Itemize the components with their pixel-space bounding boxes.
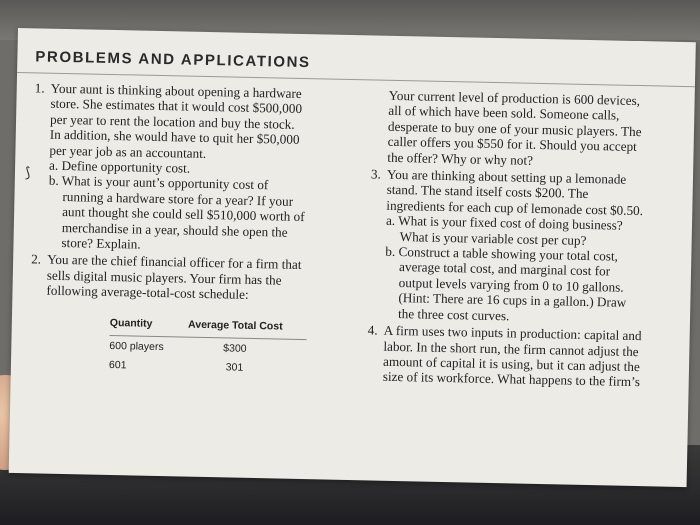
right-column xyxy=(367,87,689,393)
problem-2 xyxy=(30,252,361,305)
p1-line-2: per year to rent the location and buy the stock. xyxy=(49,111,295,132)
problem-3 xyxy=(368,166,687,327)
p2-line-1: sells digital music players. Your firm has the xyxy=(46,267,282,288)
p3-a-line-1: What is your variable cost per cup? xyxy=(399,228,587,248)
p1-line-3: In addition, she would have to quit her $50,000 xyxy=(49,126,300,148)
row-quantity: 600 players xyxy=(109,340,164,354)
problem-4-number: 4. xyxy=(367,322,378,338)
p2c-line-4: the offer? Why or why not? xyxy=(387,149,534,168)
problem-1 xyxy=(24,80,364,256)
p2-line-2: following average-total-cost schedule: xyxy=(46,282,249,303)
row-quantity: 601 xyxy=(108,358,127,371)
table-row xyxy=(109,354,306,377)
row-cost: $300 xyxy=(223,342,247,355)
p2c-line-2: desperate to buy one of your music players. The xyxy=(387,118,642,139)
p3-line-2: ingredients for each cup of lemonade cost $0.50. xyxy=(386,197,644,218)
header-quantity: Quantity xyxy=(110,314,189,338)
pencil-mark-icon: ⟆ xyxy=(24,165,31,182)
p1-part-a: a. Define opportunity cost. xyxy=(48,157,191,176)
problem-3-number: 3. xyxy=(370,166,382,182)
p3-a-line-0: a. What is your fixed cost of doing business? xyxy=(385,213,623,233)
p1-b-line-2: aunt thought she could sell $510,000 worth of xyxy=(62,204,305,225)
problem-1-number: 1. xyxy=(34,80,45,96)
cost-schedule xyxy=(109,314,360,378)
p1-b-line-1: running a hardware store for a year? If your xyxy=(62,188,294,209)
problem-2-continued xyxy=(387,88,689,171)
problem-4 xyxy=(367,322,684,390)
p4-line-2: amount of capital it is using, but it can adjust the xyxy=(382,353,640,375)
p4-line-0: A firm uses two inputs in production: capital and xyxy=(383,322,642,344)
row-cost: 301 xyxy=(225,360,244,374)
p1-b-line-3: merchandise in a year, should she open the xyxy=(61,219,288,240)
p3-line-1: stand. The stand itself costs $200. The xyxy=(386,182,589,202)
p1-line-0: Your aunt is thinking about opening a hardware xyxy=(50,80,302,101)
p4-line-1: labor. In the short run, the firm cannot adjust the xyxy=(383,338,639,359)
p3-b-line-0: b. Construct a table showing your total cost, xyxy=(385,243,619,264)
cost-schedule-table xyxy=(109,314,307,377)
textbook-page xyxy=(9,28,696,487)
p2-line-0: You are the chief financial officer for a firm that xyxy=(46,252,302,273)
p1-line-4: per year job as an accountant. xyxy=(49,142,207,161)
left-column xyxy=(24,80,365,378)
p3-b-line-3: (Hint: There are 16 cups in a gallon.) Draw xyxy=(398,290,627,311)
p1-line-1: store. She estimates that it would cost $500,000 xyxy=(50,96,303,117)
p2c-line-1: all of which have been sold. Someone calls, xyxy=(388,103,620,124)
p3-b-line-1: average total cost, and marginal cost for xyxy=(398,259,611,279)
p2c-line-0: Your current level of production is 600 devices, xyxy=(388,87,641,109)
p3-b-line-2: output levels varying from 0 to 10 gallons. xyxy=(398,274,624,295)
p3-b-line-4: the three cost curves. xyxy=(397,305,510,324)
p2c-line-3: caller offers you $550 for it. Should you accept xyxy=(387,133,637,155)
p4-line-3: size of its workforce. What happens to the firm’s xyxy=(382,369,641,390)
section-heading: PROBLEMS AND APPLICATIONS xyxy=(35,48,311,72)
p1-b-line-4: store? Explain. xyxy=(61,235,141,252)
problem-2-number: 2. xyxy=(31,251,42,268)
p1-b-line-0: b. What is your aunt’s opportunity cost of xyxy=(48,173,269,193)
header-average-total-cost: Average Total Cost xyxy=(188,315,307,339)
p3-line-0: You are thinking about setting up a lemonade xyxy=(386,166,627,187)
